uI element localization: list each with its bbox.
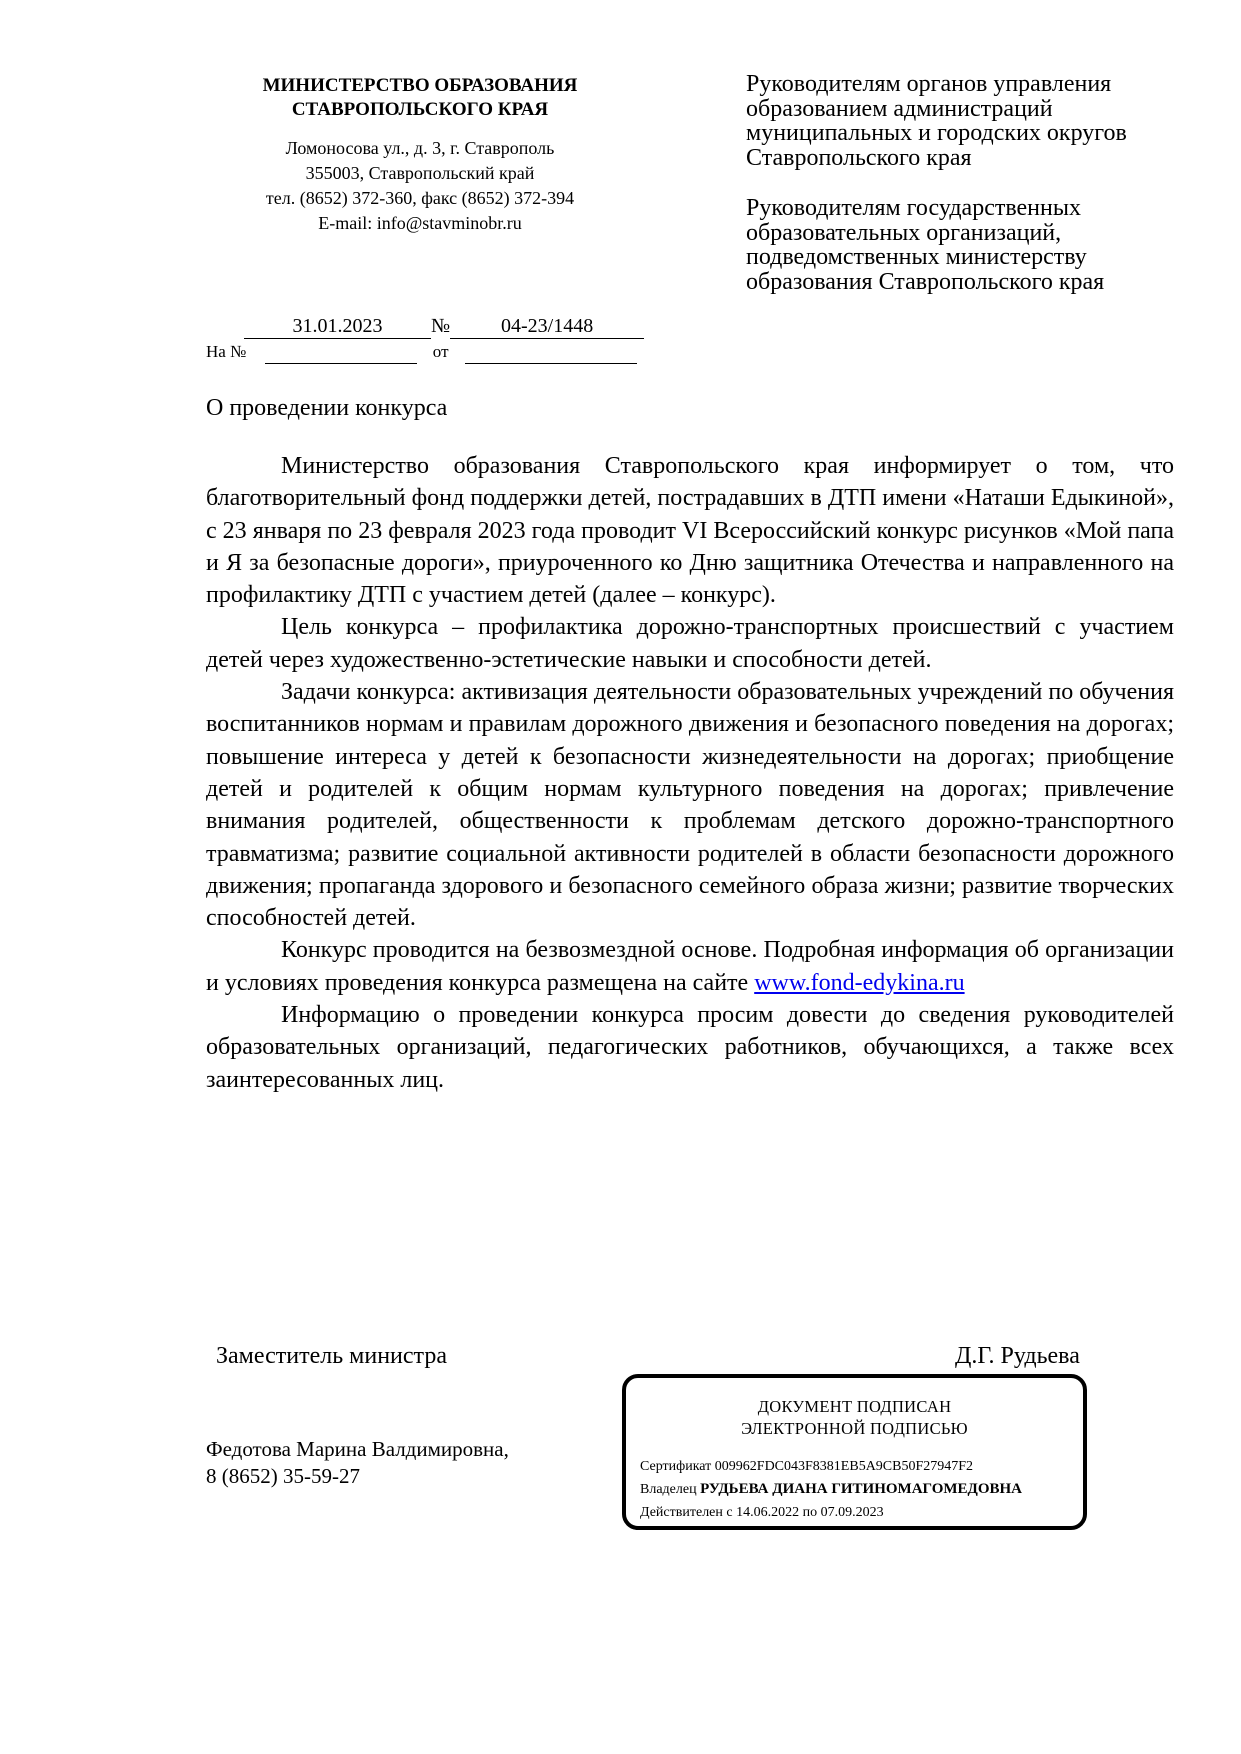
outgoing-number: 04-23/1448	[450, 314, 644, 339]
body-paragraph-1: Министерство образования Ставропольского края информирует о том, что благотворительный фонд поддержки детей, пострадавших в ДТП имени «Наташи Едыкиной», с 23 января по 23 февраля 2023 года проводит VI Всероссийский конкурс рисунков «Мой папа и Я за безопасные дороги», приуроченного ко Дню защитника Отечества и направленного на профилактику ДТП с участием детей (далее – конкурс).	[206, 453, 1174, 609]
stamp-certificate	[640, 1455, 1083, 1478]
letterhead	[190, 74, 650, 236]
number-sign: №	[431, 315, 451, 337]
owner-value: РУДЬЕВА ДИАНА ГИТИНОМАГОМЕДОВНА	[700, 1481, 1023, 1497]
executor-block	[206, 1436, 509, 1490]
address-line2: 355003, Ставропольский край	[305, 163, 535, 183]
stamp-validity: Действителен с 14.06.2022 по 07.09.2023	[640, 1505, 884, 1520]
registration-line	[244, 314, 644, 339]
recipient-1: Руководителям органов управления образованием администраций муниципальных и городских округов Ставропольского края	[746, 71, 1127, 171]
stamp-owner	[640, 1478, 1083, 1501]
ref-number-field	[265, 343, 417, 364]
body-paragraph-3: Задачи конкурса: активизация деятельности образовательных учреждений по обучения воспитанников нормам и правилам дорожного движения и безопасного поведения на дорогах; повышение интереса у детей к безопасности жизнедеятельности на дорогах; приобщение детей и родителей к общим нормам культурного поведения на дорогах; привлечение внимания родителей, общественности к проблемам детского дорожно-транспортного травматизма; развитие социальной активности родителей в области безопасности дорожного движения; пропаганда здорового и безопасного семейного образа жизни; развитие творческих способностей детей.	[206, 679, 1174, 932]
letter-body	[206, 450, 1174, 1096]
ref-number-label: На №	[206, 342, 247, 361]
ref-date-field	[465, 343, 637, 364]
stamp-details	[640, 1455, 1083, 1524]
stamp-heading-line1: ДОКУМЕНТ ПОДПИСАН	[757, 1397, 952, 1416]
certificate-value: 009962FDC043F8381EB5A9CB50F27947F2	[714, 1459, 974, 1474]
body-paragraph-4-text: Конкурс проводится на безвозмездной основе. Подробная информация об организации и условиях проведения конкурса размещена на сайте	[206, 937, 1174, 996]
recipients-block	[746, 72, 1186, 320]
outgoing-date: 31.01.2023	[244, 314, 431, 339]
signatory-name: Д.Г. Рудьева	[955, 1343, 1080, 1369]
reference-line	[206, 340, 637, 364]
stamp-heading	[626, 1396, 1083, 1440]
body-paragraph-5: Информацию о проведении конкурса просим довести до сведения руководителей образовательных организаций, педагогических работников, обучающихся, а также всех заинтересованных лиц.	[206, 1002, 1174, 1093]
phone-fax-line: тел. (8652) 372-360, факс (8652) 372-394	[265, 188, 575, 208]
ministry-contacts	[190, 136, 650, 236]
address-line1: Ломоносова ул., д. 3, г. Ставрополь	[285, 138, 555, 158]
owner-label: Владелец	[640, 1482, 697, 1497]
executor-name: Федотова Марина Валдимировна,	[206, 1437, 509, 1461]
body-paragraph-4	[206, 934, 1174, 999]
e-signature-stamp	[622, 1374, 1087, 1530]
executor-phone: 8 (8652) 35-59-27	[206, 1464, 360, 1488]
signatory-position: Заместитель министра	[216, 1343, 447, 1369]
body-paragraph-2: Цель конкурса – профилактика дорожно-транспортных происшествий с участием детей через художественно-эстетические навыки и способности детей.	[206, 614, 1174, 673]
email-line: E-mail: info@stavminobr.ru	[318, 213, 522, 233]
recipient-2: Руководителям государственных образовательных организаций, подведомственных министерству образования Ставропольского края	[746, 195, 1105, 295]
stamp-heading-line2: ЭЛЕКТРОННОЙ ПОДПИСЬЮ	[741, 1419, 968, 1438]
ministry-name-line1: МИНИСТЕРСТВО ОБРАЗОВАНИЯ	[262, 75, 578, 96]
ref-from-label: от	[432, 342, 449, 361]
website-link[interactable]: www.fond-edykina.ru	[754, 969, 965, 996]
certificate-label: Сертификат	[640, 1459, 712, 1474]
letter-subject: О проведении конкурса	[206, 395, 448, 421]
ministry-name-line2: СТАВРОПОЛЬСКОГО КРАЯ	[291, 99, 549, 120]
